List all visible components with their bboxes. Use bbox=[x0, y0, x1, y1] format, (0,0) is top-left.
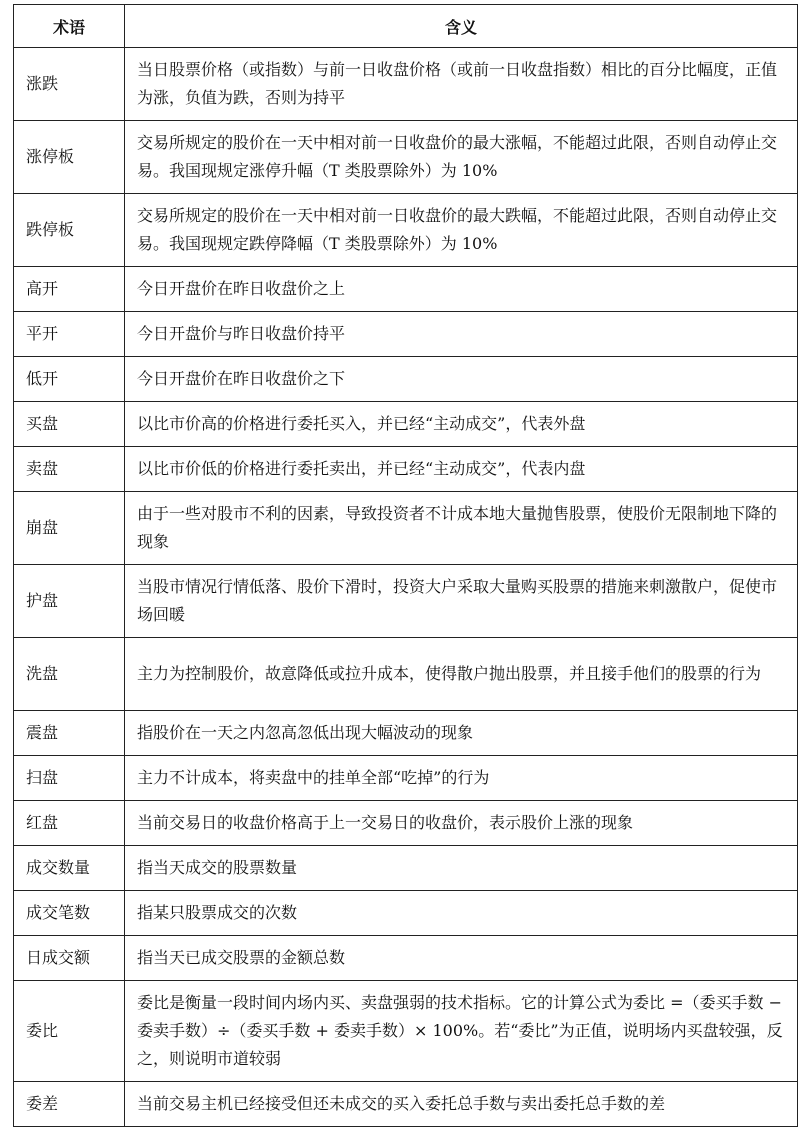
term-cell: 崩盘 bbox=[14, 492, 125, 565]
term-cell: 低开 bbox=[14, 357, 125, 402]
definition-cell: 交易所规定的股价在一天中相对前一日收盘价的最大涨幅，不能超过此限，否则自动停止交易。我国现规定涨停升幅（T 类股票除外）为 10% bbox=[125, 121, 798, 194]
term-cell: 涨停板 bbox=[14, 121, 125, 194]
term-cell: 平开 bbox=[14, 312, 125, 357]
definition-cell: 当前交易主机已经接受但还未成交的买入委托总手数与卖出委托总手数的差 bbox=[125, 1082, 798, 1127]
table-row bbox=[14, 402, 798, 447]
table-row bbox=[14, 492, 798, 565]
table-row bbox=[14, 565, 798, 638]
table-row bbox=[14, 846, 798, 891]
definition-cell: 今日开盘价与昨日收盘价持平 bbox=[125, 312, 798, 357]
term-cell: 震盘 bbox=[14, 711, 125, 756]
term-cell: 委比 bbox=[14, 981, 125, 1082]
table-row bbox=[14, 801, 798, 846]
definition-cell: 指当天已成交股票的金额总数 bbox=[125, 936, 798, 981]
table-row bbox=[14, 756, 798, 801]
table-row bbox=[14, 1082, 798, 1127]
definition-cell: 由于一些对股市不利的因素，导致投资者不计成本地大量抛售股票，使股价无限制地下降的现象 bbox=[125, 492, 798, 565]
table-row bbox=[14, 194, 798, 267]
definition-cell: 以比市价高的价格进行委托买入，并已经“主动成交”，代表外盘 bbox=[125, 402, 798, 447]
table-row bbox=[14, 936, 798, 981]
table-row bbox=[14, 121, 798, 194]
definition-cell: 今日开盘价在昨日收盘价之下 bbox=[125, 357, 798, 402]
term-cell: 委差 bbox=[14, 1082, 125, 1127]
term-cell: 日成交额 bbox=[14, 936, 125, 981]
term-cell: 护盘 bbox=[14, 565, 125, 638]
table-header-row bbox=[14, 5, 798, 48]
table-row bbox=[14, 711, 798, 756]
header-definition: 含义 bbox=[125, 5, 798, 48]
definition-cell: 当前交易日的收盘价格高于上一交易日的收盘价，表示股价上涨的现象 bbox=[125, 801, 798, 846]
term-cell: 涨跌 bbox=[14, 48, 125, 121]
table-row bbox=[14, 891, 798, 936]
definition-cell: 指某只股票成交的次数 bbox=[125, 891, 798, 936]
header-term: 术语 bbox=[14, 5, 125, 48]
definition-cell: 指股价在一天之内忽高忽低出现大幅波动的现象 bbox=[125, 711, 798, 756]
term-cell: 卖盘 bbox=[14, 447, 125, 492]
term-cell: 扫盘 bbox=[14, 756, 125, 801]
definition-cell: 指当天成交的股票数量 bbox=[125, 846, 798, 891]
definition-cell: 当股市情况行情低落、股价下滑时，投资大户采取大量购买股票的措施来刺激散户，促使市场回暖 bbox=[125, 565, 798, 638]
term-cell: 成交数量 bbox=[14, 846, 125, 891]
table-row bbox=[14, 357, 798, 402]
glossary-table bbox=[13, 4, 798, 1127]
term-cell: 高开 bbox=[14, 267, 125, 312]
definition-cell: 委比是衡量一段时间内场内买、卖盘强弱的技术指标。它的计算公式为委比 =（委买手数 − 委卖手数）÷（委买手数 + 委卖手数）× 100%。若“委比”为正值，说明场内买盘较强，反之，则说明市道较弱 bbox=[125, 981, 798, 1082]
definition-cell: 交易所规定的股价在一天中相对前一日收盘价的最大跌幅，不能超过此限，否则自动停止交易。我国现规定跌停降幅（T 类股票除外）为 10% bbox=[125, 194, 798, 267]
term-cell: 跌停板 bbox=[14, 194, 125, 267]
definition-cell: 主力为控制股价，故意降低或拉升成本，使得散户抛出股票，并且接手他们的股票的行为 bbox=[125, 638, 798, 711]
term-cell: 买盘 bbox=[14, 402, 125, 447]
table-row bbox=[14, 48, 798, 121]
table-row bbox=[14, 267, 798, 312]
term-cell: 洗盘 bbox=[14, 638, 125, 711]
table-row bbox=[14, 447, 798, 492]
definition-cell: 今日开盘价在昨日收盘价之上 bbox=[125, 267, 798, 312]
definition-cell: 当日股票价格（或指数）与前一日收盘价格（或前一日收盘指数）相比的百分比幅度，正值为涨，负值为跌，否则为持平 bbox=[125, 48, 798, 121]
definition-cell: 以比市价低的价格进行委托卖出，并已经“主动成交”，代表内盘 bbox=[125, 447, 798, 492]
table-row bbox=[14, 638, 798, 711]
table-row bbox=[14, 981, 798, 1082]
term-cell: 成交笔数 bbox=[14, 891, 125, 936]
table-row bbox=[14, 312, 798, 357]
definition-cell: 主力不计成本，将卖盘中的挂单全部“吃掉”的行为 bbox=[125, 756, 798, 801]
term-cell: 红盘 bbox=[14, 801, 125, 846]
